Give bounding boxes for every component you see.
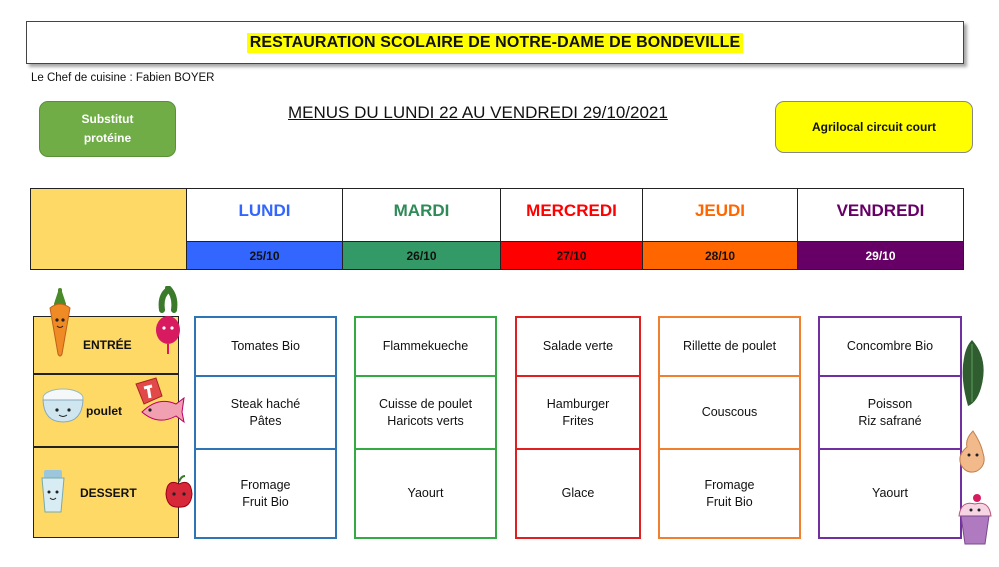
menu-item: Fruit Bio: [706, 494, 753, 509]
day-date: 29/10: [798, 242, 963, 269]
category-entree-label: ENTRÉE: [83, 338, 132, 352]
day-name: VENDREDI: [798, 189, 963, 242]
cottage-cheese-icon: [40, 386, 86, 426]
leaf-icon: [958, 338, 988, 408]
day-name: LUNDI: [187, 189, 342, 242]
menu-cell-plat: [660, 375, 799, 448]
page-title: RESTAURATION SCOLAIRE DE NOTRE-DAME DE BONDEVILLE: [247, 33, 744, 53]
menu-cell-plat: [517, 375, 639, 448]
menu-cell-plat: [356, 375, 495, 448]
menu-item: Yaourt: [872, 486, 908, 500]
day-header-vendredi: [798, 189, 963, 269]
menu-box-jeudi: [658, 316, 801, 539]
apple-icon: [163, 474, 195, 510]
menu-box-mardi: [354, 316, 497, 539]
category-plat-label: poulet: [86, 403, 122, 418]
meat-fish-icon: [132, 374, 186, 426]
menu-item: Concombre Bio: [846, 339, 934, 353]
day-name: JEUDI: [643, 189, 797, 242]
menu-cell-entree: [660, 318, 799, 375]
menu-item: Couscous: [701, 405, 758, 419]
menu-box-vendredi: [818, 316, 962, 539]
carrot-icon: [44, 288, 76, 358]
menu-item: Yaourt: [407, 486, 444, 500]
day-header-jeudi: [643, 189, 798, 269]
menu-cell-entree: [820, 318, 960, 375]
menu-cell-entree: [196, 318, 335, 375]
menu-cell-plat: [820, 375, 960, 448]
menu-item: Flammekueche: [382, 339, 469, 353]
day-date: 25/10: [187, 242, 342, 269]
menu-title: MENUS DU LUNDI 22 AU VENDREDI 29/10/2021: [288, 103, 668, 122]
menu-cell-dessert: [517, 448, 639, 537]
day-header-mercredi: [501, 189, 643, 269]
legend-agrilocal: Agrilocal circuit court: [775, 101, 973, 153]
yogurt-icon: [38, 466, 68, 516]
menu-item: Poisson: [867, 396, 913, 411]
menu-cell-entree: [517, 318, 639, 375]
radish-icon: [150, 286, 186, 356]
legend-substitute-line1: Substitut: [81, 112, 134, 126]
menu-cell-dessert: [660, 448, 799, 537]
menu-item: Hamburger: [546, 396, 610, 411]
menu-cell-dessert: [820, 448, 960, 537]
menu-box-lundi: [194, 316, 337, 539]
menu-cell-dessert: [356, 448, 495, 537]
menu-item: Pâtes: [249, 413, 282, 428]
menu-item: Frites: [562, 413, 594, 428]
menu-item: Riz safrané: [858, 413, 922, 428]
menu-item: Fruit Bio: [242, 494, 289, 509]
day-date: 28/10: [643, 242, 797, 269]
legend-substitute-line2: protéine: [83, 131, 132, 145]
day-name: MARDI: [343, 189, 500, 242]
menu-item: Cuisse de poulet: [378, 396, 473, 411]
menu-item: Fromage: [704, 477, 755, 492]
pear-icon: [955, 425, 989, 475]
legend-substitute-protein: [39, 101, 176, 157]
menu-item: Steak haché: [230, 396, 301, 411]
menu-item: Salade verte: [542, 339, 614, 353]
day-header-lundi: [187, 189, 343, 269]
day-header-mardi: [343, 189, 501, 269]
chef-name: Le Chef de cuisine : Fabien BOYER: [31, 72, 215, 84]
menu-item: Fromage: [240, 477, 291, 492]
menu-item: Glace: [561, 486, 595, 500]
title-banner: [26, 21, 964, 64]
day-date: 26/10: [343, 242, 500, 269]
day-name: MERCREDI: [501, 189, 642, 242]
menu-cell-plat: [196, 375, 335, 448]
week-header-table: [30, 188, 964, 270]
week-corner-cell: [31, 189, 187, 269]
menu-box-mercredi: [515, 316, 641, 539]
menu-cell-entree: [356, 318, 495, 375]
day-date: 27/10: [501, 242, 642, 269]
menu-cell-dessert: [196, 448, 335, 537]
menu-item: Rillette de poulet: [682, 339, 777, 353]
menu-item: Haricots verts: [387, 413, 464, 428]
category-dessert-label: DESSERT: [80, 485, 137, 500]
cupcake-icon: [955, 490, 995, 548]
menu-item: Tomates Bio: [231, 339, 300, 353]
